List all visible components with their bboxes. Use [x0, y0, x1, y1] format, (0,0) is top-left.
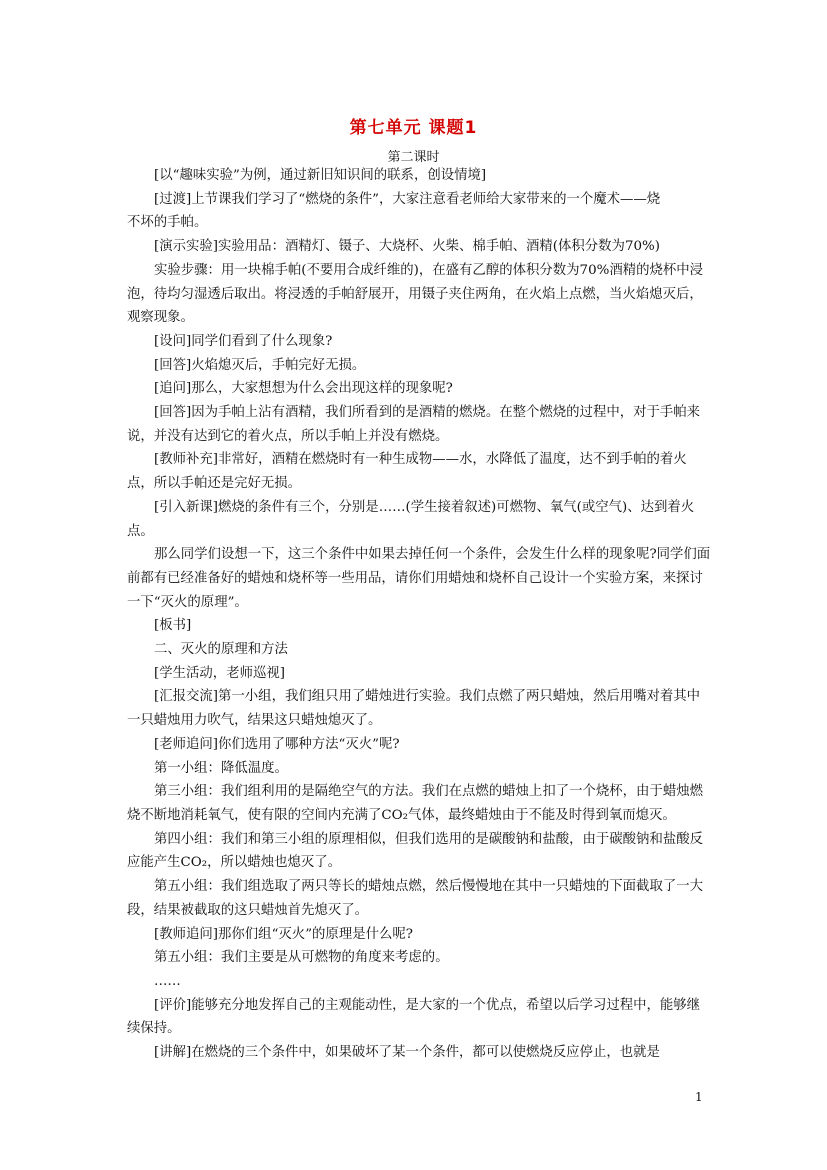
paragraph: 第四小组：我们和第三小组的原理相似，但我们选用的是碳酸钠和盐酸，由于碳酸钠和盐酸反应能产生CO₂，所以蜡烛也熄灭了。 — [127, 831, 704, 871]
paragraph: [引入新课]燃烧的条件有三个，分别是……(学生接着叙述)可燃物、氧气(或空气)、达到着火点。 — [127, 499, 695, 539]
paragraph: [学生活动，老师巡视] — [154, 665, 285, 681]
paragraph: [老师追问]你们选用了哪种方法“灭火”呢? — [154, 736, 400, 752]
ellipsis-line: …… — [154, 973, 181, 989]
paragraph: 第一小组：降低温度。 — [154, 760, 288, 776]
paragraph: [回答]因为手帕上沾有酒精，我们所看到的是酒精的燃烧。在整个燃烧的过程中，对于手帕来说，并没有达到它的着火点，所以手帕上并没有燃烧。 — [127, 405, 701, 444]
lesson-subtitle: 第二课时 — [387, 150, 440, 165]
paragraph: [设问]同学们看到了什么现象? — [154, 333, 333, 349]
paragraph: [追问]那么，大家想想为什么会出现这样的现象呢? — [154, 381, 453, 397]
paragraph: [评价]能够充分地发挥自己的主观能动性，是大家的一个优点，希望以后学习过程中，能够继续保持。 — [127, 997, 701, 1037]
section-heading: 二、灭火的原理和方法 — [154, 642, 288, 658]
paragraph: [过渡]上节课我们学习了“燃烧的条件”，大家注意看老师给大家带来的一个魔术——烧 — [154, 191, 661, 207]
paragraph: 第三小组：我们组利用的是隔绝空气的方法。我们在点燃的蜡烛上扣了一个烧杯，由于蜡烛燃烧不断地消耗氧气，使有限的空间内充满了CO₂气体，最终蜡烛由于不能及时得到氧而熄灭。 — [127, 784, 704, 823]
paragraph: [教师追问]那你们组“灭火”的原理是什么呢? — [154, 926, 413, 942]
paragraph: 实验步骤：用一块棉手帕(不要用合成纤维的)，在盛有乙醇的体积分数为70%酒精的烧杯中浸泡，待均匀湿透后取出。将浸透的手帕舒展开，用镊子夹住两角，在火焰上点燃，当火焰熄灭后，观察现象。 — [127, 262, 704, 326]
page-title: 第七单元 课题1 — [349, 118, 478, 138]
document-body — [127, 164, 712, 1065]
paragraph: 那么同学们设想一下，这三个条件中如果去掉任何一个条件，会发生什么样的现象呢?同学们面前都有已经准备好的蜡烛和烧杯等一些用品，请你们用蜡烛和烧杯自己设计一个实验方案，来探讨一下“灭火的原理”。 — [127, 547, 711, 610]
page-number: 1 — [695, 1090, 703, 1104]
paragraph: [教师补充]非常好，酒精在燃烧时有一种生成物——水，水降低了温度，达不到手帕的着火点，所以手帕还是完好无损。 — [127, 452, 687, 492]
paragraph: 第五小组：我们组选取了两只等长的蜡烛点燃，然后慢慢地在其中一只蜡烛的下面截取了一大段，结果被截取的这只蜡烛首先熄灭了。 — [127, 879, 704, 918]
paragraph: [汇报交流]第一小组，我们组只用了蜡烛进行实验。我们点燃了两只蜡烛，然后用嘴对着其中一只蜡烛用力吹气，结果这只蜡烛熄灭了。 — [127, 689, 701, 729]
paragraph: [板书] — [154, 618, 192, 634]
paragraph: [演示实验]实验用品：酒精灯、镊子、大烧杯、火柴、棉手帕、酒精(体积分数为70%) — [154, 239, 660, 255]
paragraph: 不坏的手帕。 — [127, 215, 208, 231]
paragraph: [回答]火焰熄灭后，手帕完好无损。 — [154, 357, 366, 373]
paragraph: [讲解]在燃烧的三个条件中，如果破坏了某一个条件，都可以使燃烧反应停止，也就是 — [154, 1045, 660, 1061]
paragraph: [以“趣味实验”为例，通过新旧知识间的联系，创设情境] — [154, 168, 487, 183]
paragraph: 第五小组：我们主要是从可燃物的角度来考虑的。 — [154, 950, 449, 966]
